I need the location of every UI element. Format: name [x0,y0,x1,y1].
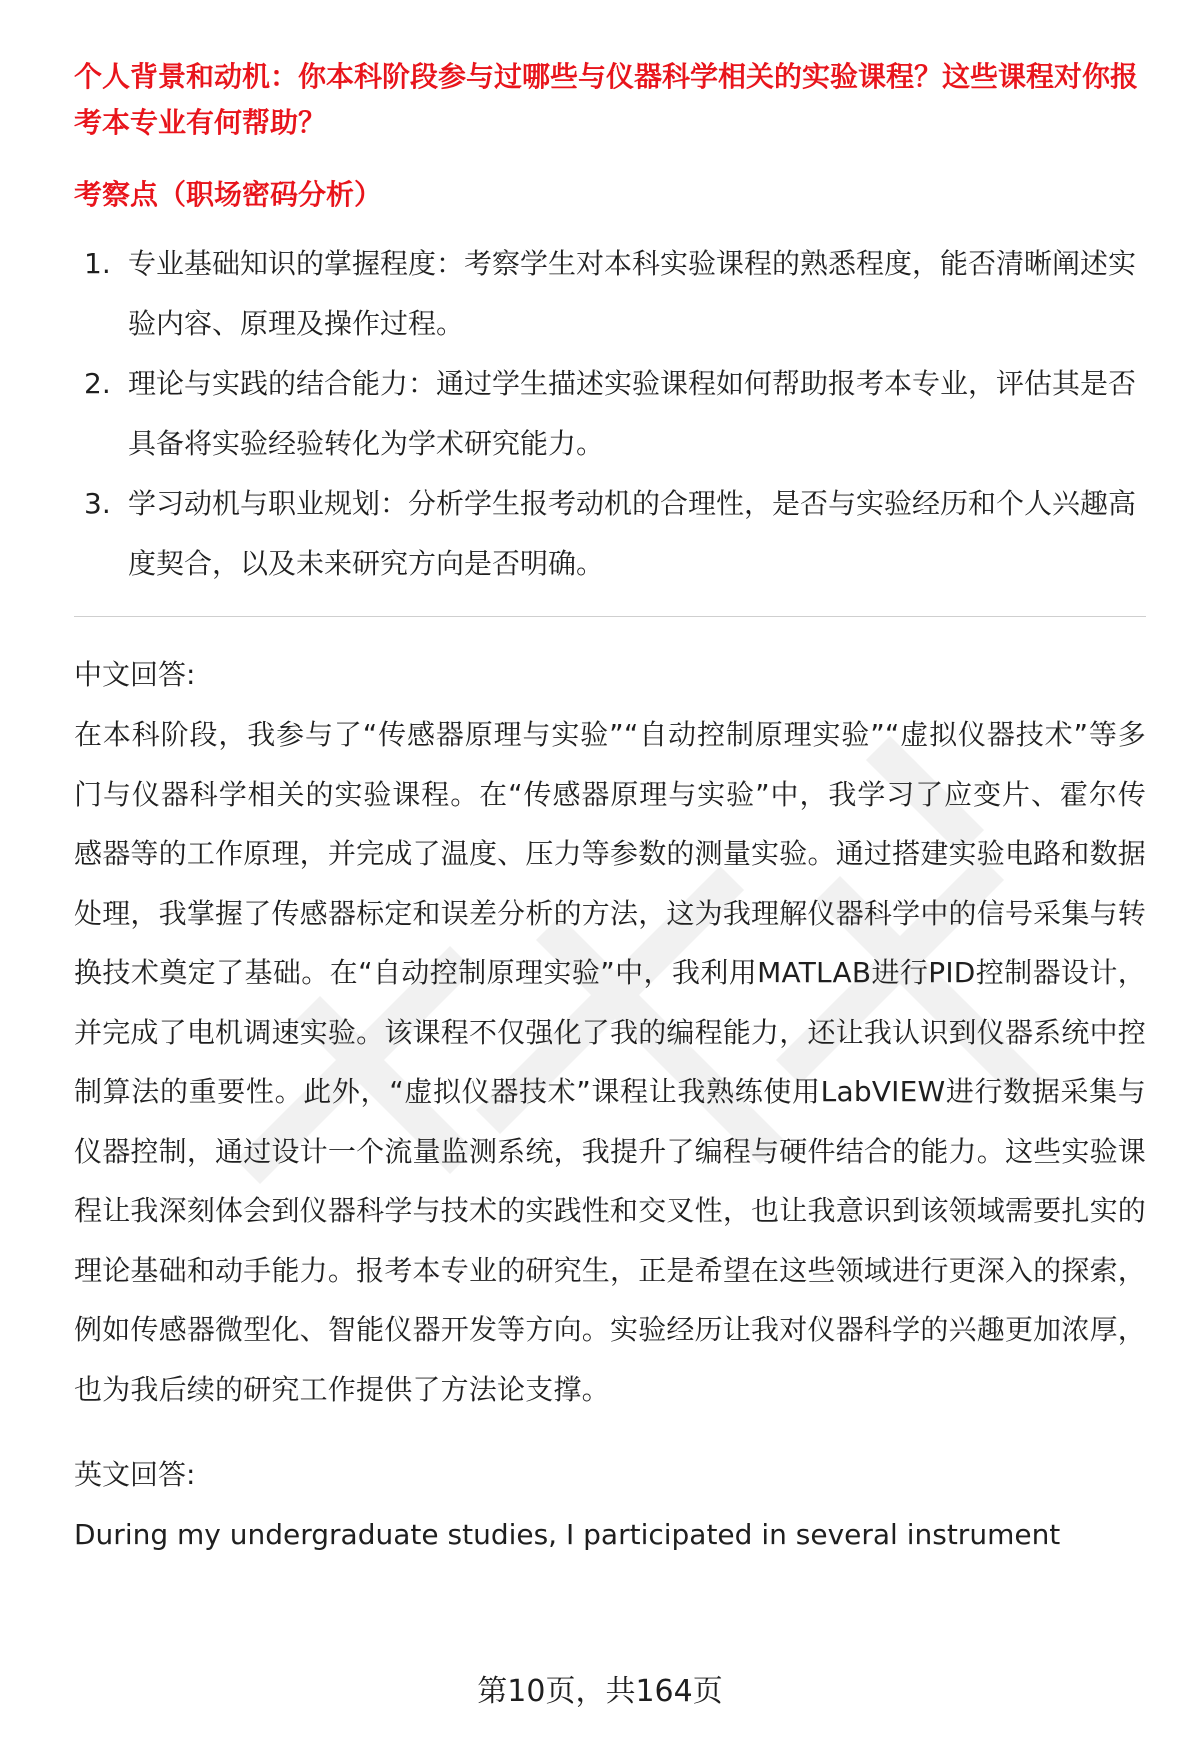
points-heading: 考察点（职场密码分析） [74,178,383,211]
list-item-number: 3. [84,487,111,520]
list-item-text: 理论与实践的结合能力：通过学生描述实验课程如何帮助报考本专业，评估其是否具备将实验经验转化为学术研究能力。 [128,367,1137,460]
chinese-answer-text: 在本科阶段，我参与了“传感器原理与实验”“自动控制原理实验”“虚拟仪器技术”等多门与仪器科学相关的实验课程。在“传感器原理与实验”中，我学习了应变片、霍尔传感器等的工作原理，并完成了温度、压力等参数的测量实验。通过搭建实验电路和数据处理，我掌握了传感器标定和误差分析的方法，这为我理解仪器科学中的信号采集与转换技术奠定了基础。在“自动控制原理实验”中，我利用MATLAB进行PID控制器设计，并完成了电机调速实验。该课程不仅强化了我的编程能力，还让我认识到仪器系统中控制算法的重要性。此外，“虚拟仪器技术”课程让我熟练使用LabVIEW进行数据采集与仪器控制，通过设计一个流量监测系统，我提升了编程与硬件结合的能力。这些实验课程让我深刻体会到仪器科学与技术的实践性和交叉性，也让我意识到该领域需要扎实的理论基础和动手能力。报考本专业的研究生，正是希望在这些领域进行更深入的探索，例如传感器微型化、智能仪器开发等方向。实验经历让我对仪器科学的兴趣更加浓厚，也为我后续的研究工作提供了方法论支撑。 [74,718,1146,1406]
list-item-text: 专业基础知识的掌握程度：考察学生对本科实验课程的熟悉程度，能否清晰阐述实验内容、原理及操作过程。 [128,247,1137,340]
question-title: 个人背景和动机：你本科阶段参与过哪些与仪器科学相关的实验课程？这些课程对你报考本专业有何帮助？ [74,60,1139,139]
page-footer: 第10页，共164页 [477,1674,723,1709]
list-item-text: 学习动机与职业规划：分析学生报考动机的合理性，是否与实验经历和个人兴趣高度契合，以及未来研究方向是否明确。 [128,487,1137,580]
points-list [74,234,1146,594]
list-item-number: 2. [84,367,111,400]
english-answer-text: During my undergraduate studies, I participated in several instrument [74,1518,1061,1551]
list-item-number: 1. [84,247,111,280]
chinese-answer-label: 中文回答: [74,658,196,691]
main-content [74,54,1146,1565]
list-item [74,474,1146,594]
section-divider [74,616,1146,617]
list-item [74,354,1146,474]
english-answer-label: 英文回答: [74,1458,196,1491]
list-item [74,234,1146,354]
